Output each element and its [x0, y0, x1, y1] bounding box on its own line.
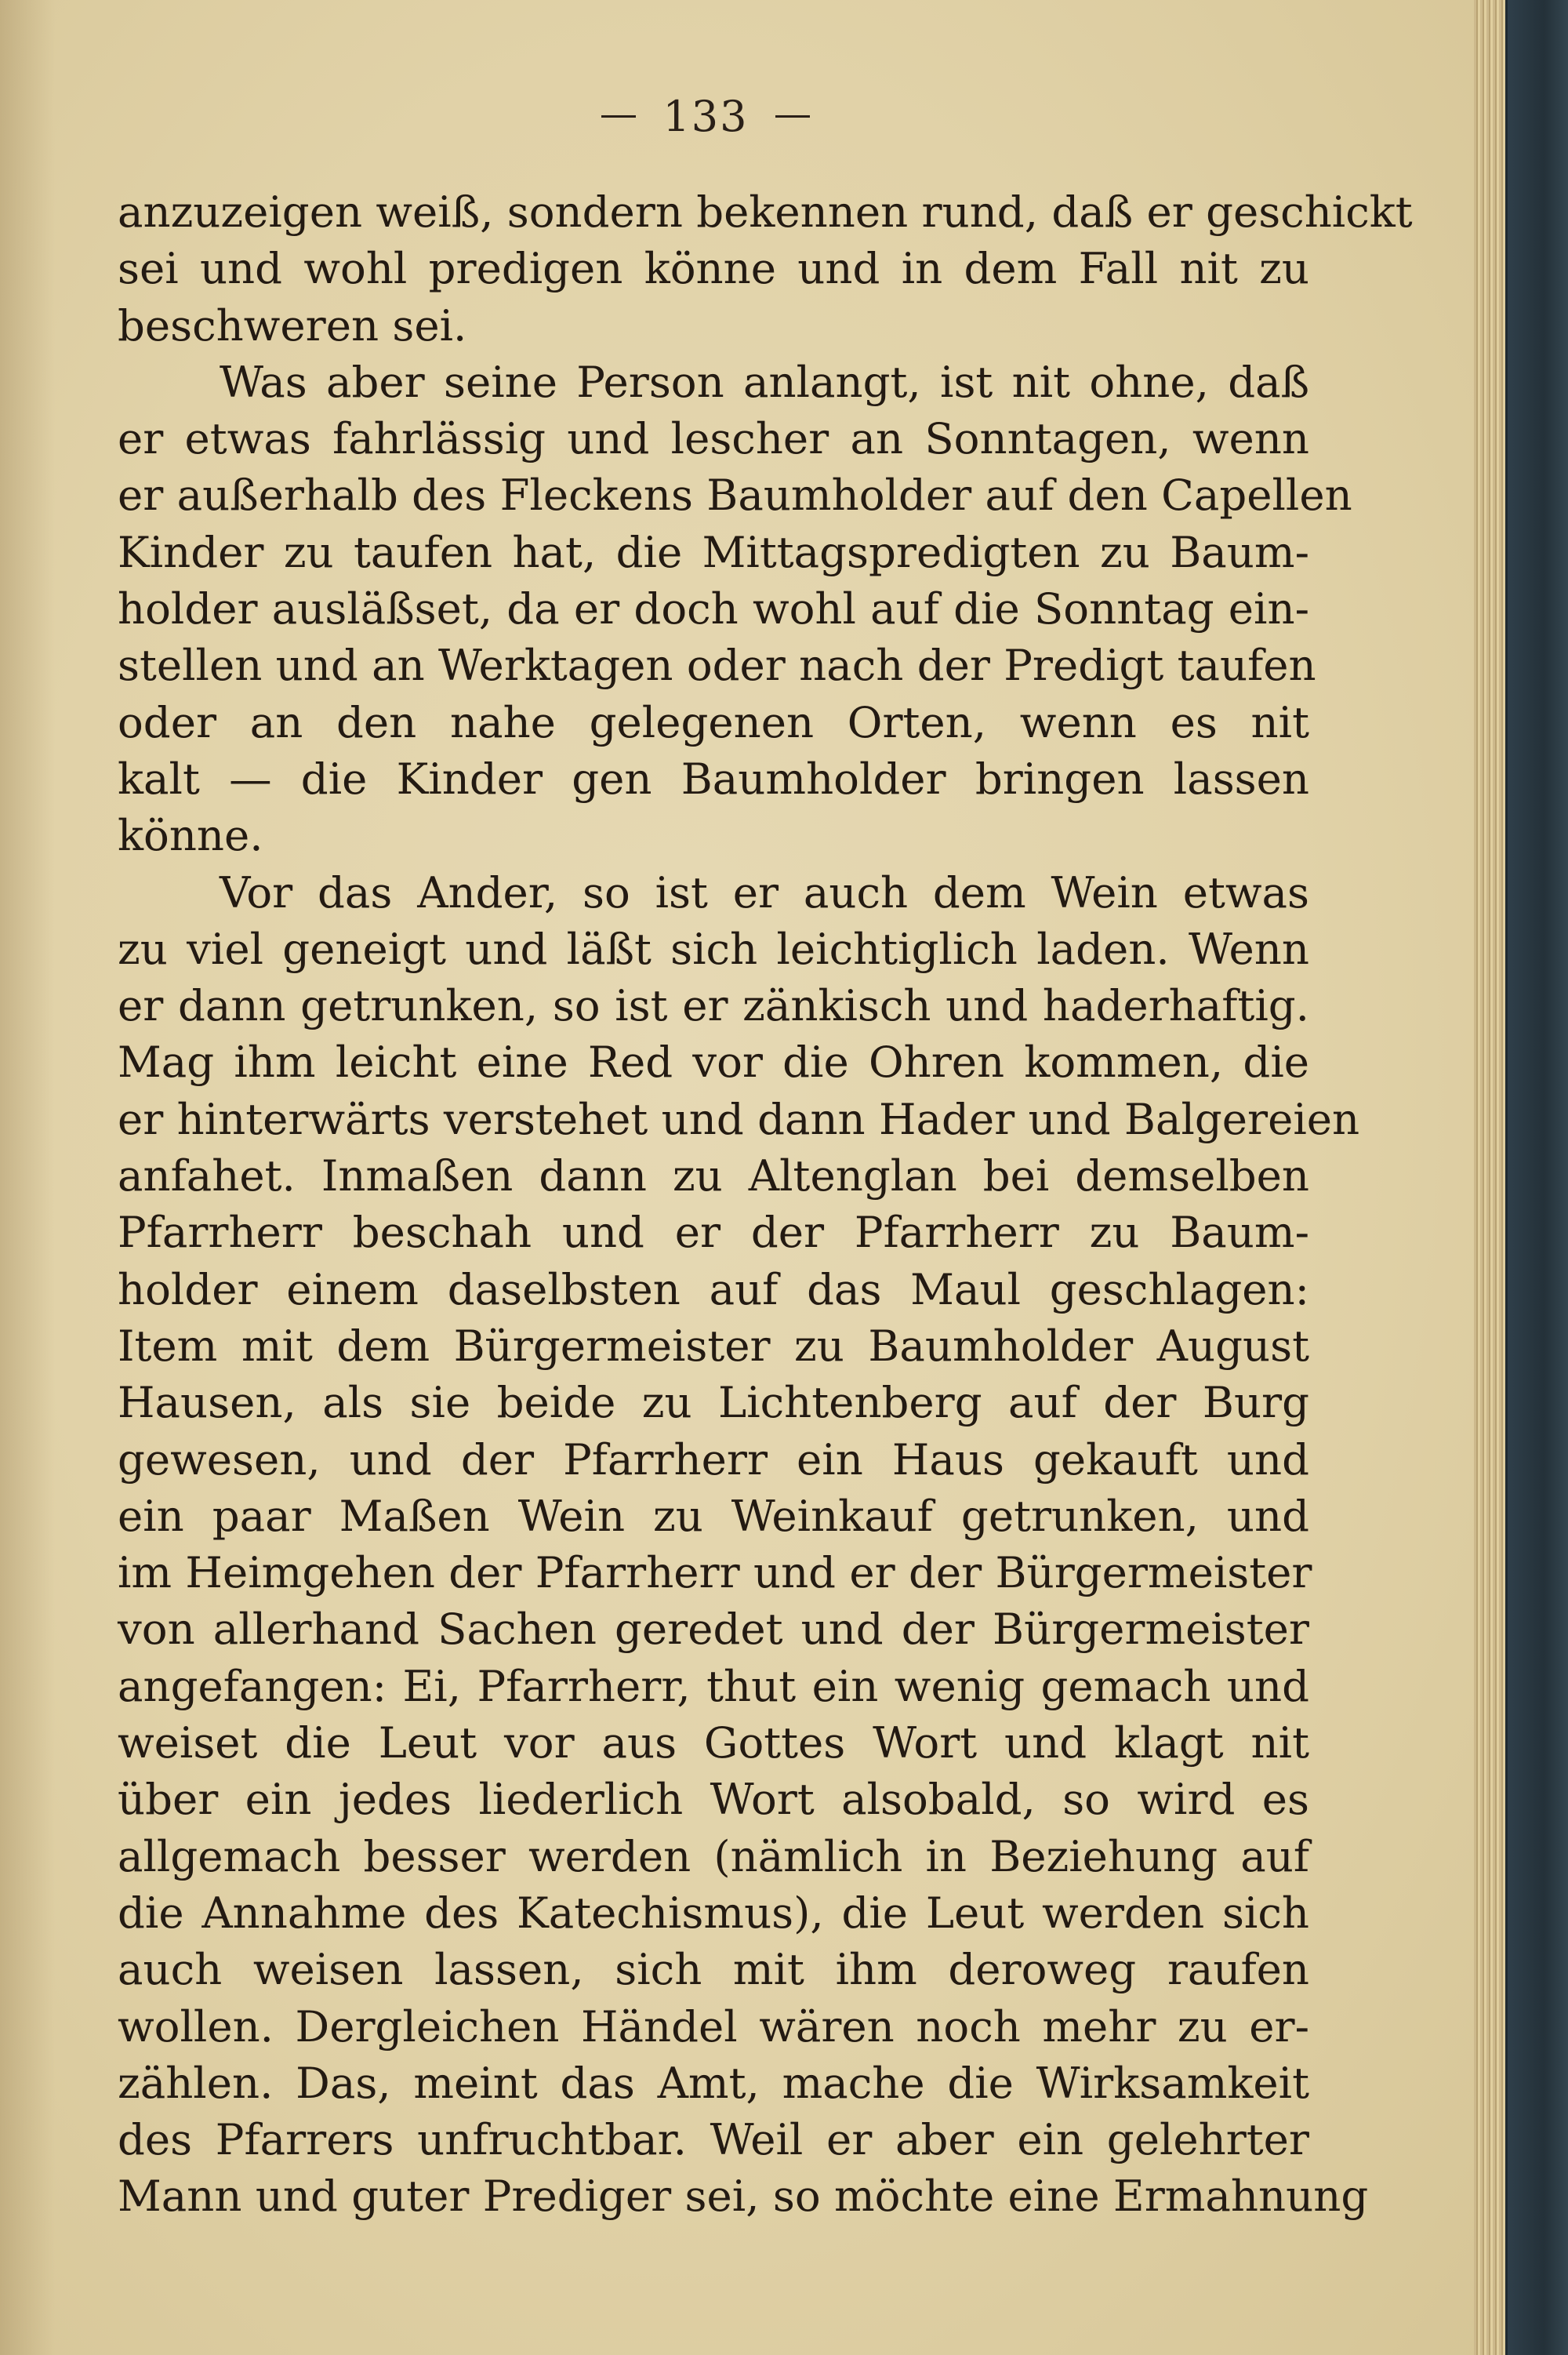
text-line: er hinterwärts verstehet und dann Hader und Balgereien [118, 1093, 1360, 1144]
text-line: zu viel geneigt und läßt sich leichtiglich laden. Wenn [118, 923, 1309, 974]
text-line: Hausen, als sie beide zu Lichtenberg auf der Burg [118, 1377, 1309, 1428]
text-line: zählen. Das, meint das Amt, mache die Wirksamkeit [118, 2057, 1309, 2108]
text-line: über ein jedes liederlich Wort alsobald, so wird es [118, 1774, 1309, 1825]
text-line: Was aber seine Person anlangt, ist nit ohne, daß [220, 356, 1309, 407]
text-line: Mag ihm leicht eine Red vor die Ohren kommen, die [118, 1037, 1309, 1088]
text-line: könne. [118, 810, 263, 861]
text-line: im Heimgehen der Pfarrherr und er der Bürgermeister [118, 1547, 1312, 1598]
text-line: beschweren sei. [118, 300, 467, 351]
text-line: anzuzeigen weiß, sondern bekennen rund, daß er geschickt [118, 187, 1413, 237]
text-line: von allerhand Sachen geredet und der Bürgermeister [118, 1604, 1309, 1655]
page-number: 133 [662, 91, 749, 141]
text-line: holder ausläßset, da er doch wohl auf die Sonntag ein- [118, 583, 1309, 634]
header-dash-left [601, 115, 636, 118]
text-line: Vor das Ander, so ist er auch dem Wein etwas [220, 867, 1309, 918]
text-line: oder an den nahe gelegenen Orten, wenn es nit [118, 696, 1309, 747]
text-line: auch weisen lassen, sich mit ihm deroweg raufen [118, 1944, 1309, 1995]
text-line: Pfarrherr beschah und er der Pfarrherr zu Baum- [118, 1207, 1309, 1258]
text-line: die Annahme des Katechismus), die Leut werden sich [118, 1887, 1309, 1938]
text-line: Item mit dem Bürgermeister zu Baumholder August [118, 1320, 1309, 1371]
text-line: wollen. Dergleichen Händel wären noch mehr zu er- [118, 2001, 1309, 2052]
text-line: holder einem daselbsten auf das Maul geschlagen: [118, 1263, 1309, 1314]
text-line: stellen und an Werktagen oder nach der Predigt taufen [118, 640, 1316, 691]
text-line: er etwas fahrlässig und lescher an Sonntagen, wenn [118, 413, 1309, 464]
page-header [541, 85, 870, 147]
text-line: Kinder zu taufen hat, die Mittagspredigten zu Baum- [118, 526, 1309, 577]
text-line: Mann und guter Prediger sei, so möchte eine Ermahnung [118, 2171, 1369, 2222]
text-line: sei und wohl predigen könne und in dem Fall nit zu [118, 243, 1309, 294]
book-cover [1508, 0, 1568, 2355]
text-line: des Pfarrers unfruchtbar. Weil er aber ein gelehrter [118, 2114, 1309, 2165]
text-line: er dann getrunken, so ist er zänkisch und haderhaftig. [118, 980, 1309, 1031]
page-edges [1474, 0, 1508, 2355]
text-line: allgemach besser werden (nämlich in Beziehung auf [118, 1830, 1309, 1881]
text-line: anfahet. Inmaßen dann zu Altenglan bei demselben [118, 1150, 1309, 1201]
text-line: ein paar Maßen Wein zu Weinkauf getrunken, und [118, 1490, 1309, 1541]
text-line: er außerhalb des Fleckens Baumholder auf den Capellen [118, 470, 1352, 521]
text-line: weiset die Leut vor aus Gottes Wort und klagt nit [118, 1717, 1309, 1768]
body-text [118, 184, 1413, 2225]
header-dash-right [775, 115, 810, 118]
text-line: gewesen, und der Pfarrherr ein Haus gekauft und [118, 1434, 1309, 1485]
text-line: angefangen: Ei, Pfarrherr, thut ein wenig gemach und [118, 1660, 1309, 1711]
text-line: kalt — die Kinder gen Baumholder bringen lassen [118, 753, 1309, 804]
